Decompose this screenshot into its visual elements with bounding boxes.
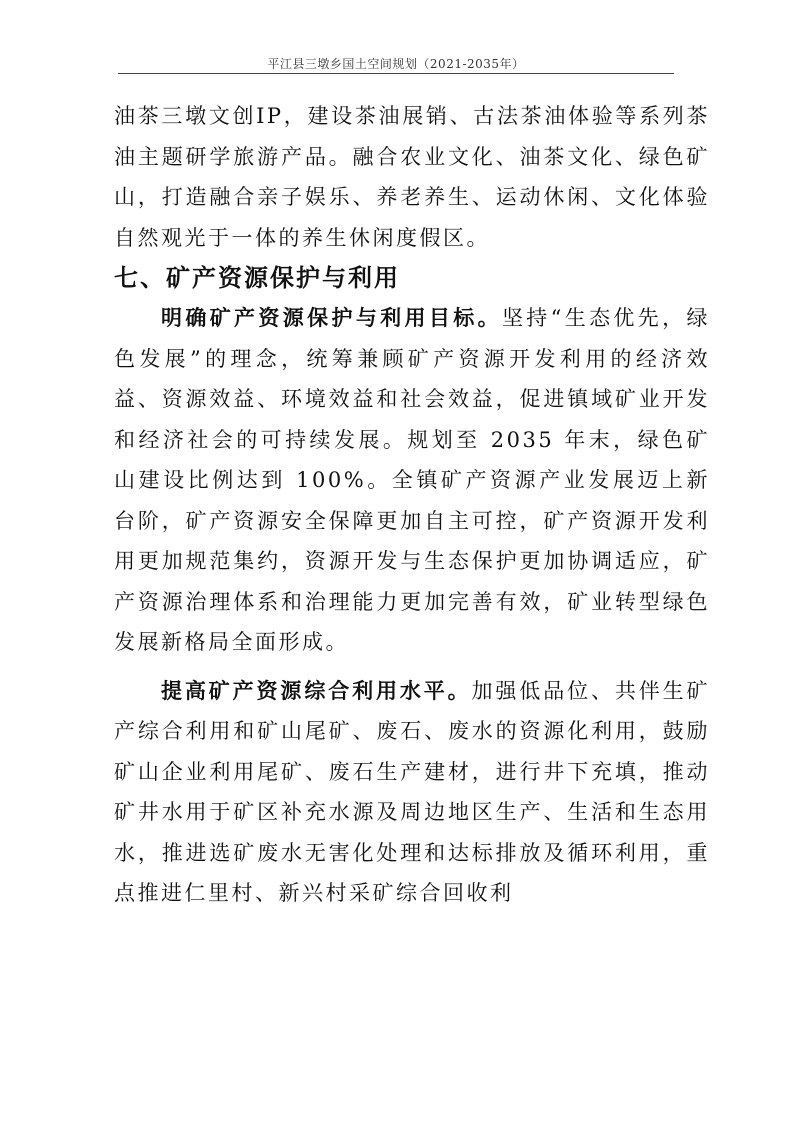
paragraph-body-utilization: 加强低品位、共伴生矿产综合利用和矿山尾矿、废石、废水的资源化利用，鼓励矿山企业利用尾矿、废石生产建材，进行井下充填，推动矿井水用于矿区补充水源及周边地区生产、生活和生态用水，推进选矿废水无害化处理和达标排放及循环利用，重点推进仁里村、新兴村采矿综合回收利 <box>114 678 711 905</box>
section-heading: 七、矿产资源保护与利用 <box>114 264 400 292</box>
paragraph-utilization <box>114 671 710 914</box>
paragraph-targets <box>114 298 710 663</box>
paragraph-lead-utilization: 提高矿产资源综合利用水平。 <box>161 678 472 703</box>
running-header: 平江县三墩乡国土空间规划（2021-2035年） <box>267 57 525 71</box>
header-rule <box>118 73 674 74</box>
paragraph-body-targets: 坚持“生态优先，绿色发展”的理念，统筹兼顾矿产资源开发利用的经济效益、资源效益、环境效益和社会效益，促进镇域矿业开发和经济社会的可持续发展。规划至 2035 年末，绿色矿山建设比例达到 100%。全镇矿产资源产业发展迈上新台阶，矿产资源安全保障更加自主可控，矿产资源开发利用更加规范集约，资源开发与生态保护更加协调适应，矿产资源治理体系和治理能力更加完善有效，矿业转型绿色发展新格局全面形成。 <box>114 306 710 654</box>
paragraph-continuation: 油茶三墩文创IP，建设茶油展销、古法茶油体验等系列茶油主题研学旅游产品。融合农业文化、油茶文化、绿色矿山，打造融合亲子娱乐、养老养生、运动休闲、文化体验自然观光于一体的养生休闲度假区。 <box>114 104 710 250</box>
body-text <box>114 96 710 914</box>
paragraph-lead-targets: 明确矿产资源保护与利用目标。 <box>161 306 502 330</box>
